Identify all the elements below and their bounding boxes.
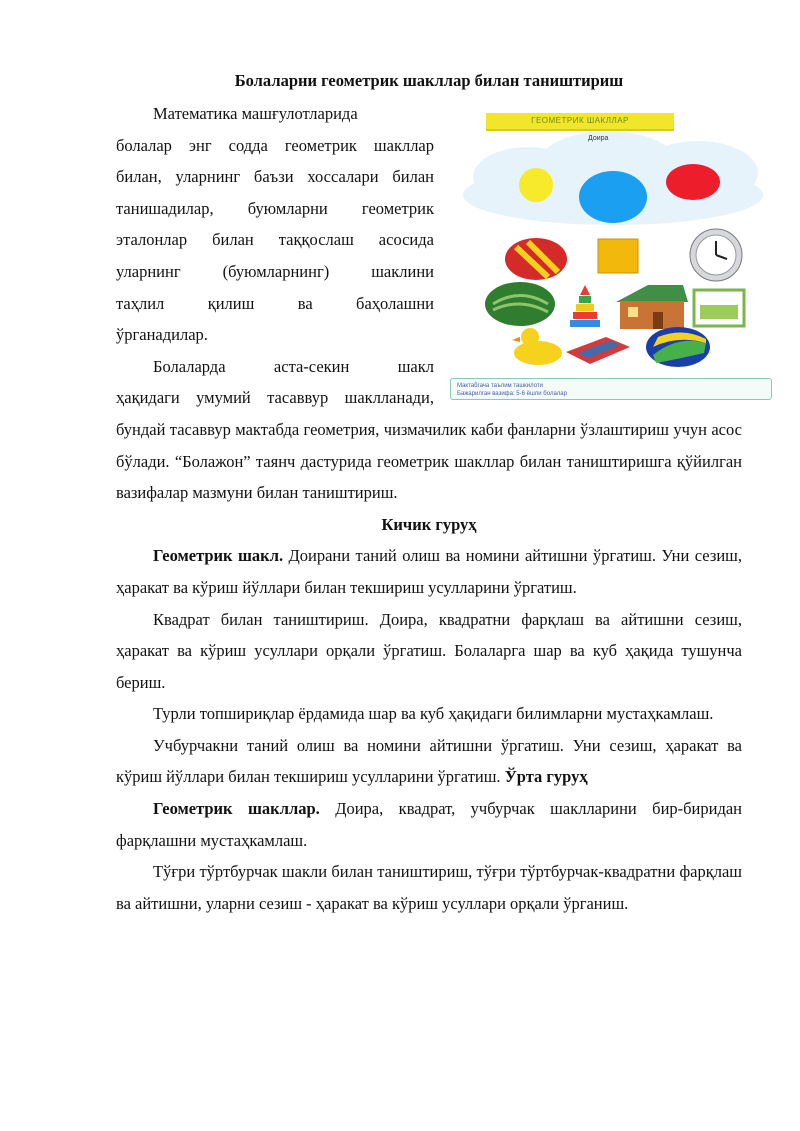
small-group-p1-text: Доирани таний олиш ва номини айтишни ўргатиш. Уни сезиш, ҳаракат ва кўриш йўллари билан текшириш усулларини ўргатиш. — [116, 546, 742, 597]
colored-ball-icon — [646, 327, 710, 367]
watermelon-icon — [485, 282, 555, 326]
middle-group-term: Геометрик шакллар. — [153, 799, 320, 819]
small-group-term: Геометрик шакл. — [153, 546, 284, 566]
red-circle — [666, 164, 720, 200]
intro-line: уларнинг (буюмларнинг) шаклини — [116, 261, 434, 281]
small-group-paragraph — [116, 540, 742, 603]
geometric-shapes-illustration — [448, 107, 778, 407]
illustration-subtitle: Доира — [588, 135, 609, 142]
middle-group-p1-text: Доира, квадрат, учбурчак шаклларини бир-биридан фарқлашни мустаҳкамлаш. — [116, 799, 743, 850]
eraser-icon — [566, 337, 630, 364]
yellow-box-icon — [598, 239, 638, 273]
yellow-circle — [519, 168, 553, 202]
pyramid-toy-icon — [570, 285, 600, 327]
house-icon — [616, 285, 688, 329]
intro-p2-rest: бундай тасаввур мактабда геометрия, чизмачилик каби фанларни ўзлаштириш учун асос бўлади. “Болажон” таянч дастурида геометрик шакллар билан таништиришга қўйилган вазифалар мазмуни билан таништириш. — [116, 419, 742, 503]
small-group-paragraph: Квадрат билан таништириш. Доира, квадратни фарқлаш ва айтишни сезиш, ҳаракат ва кўриш усуллари орқали ўргатиш. Болаларга шар ва куб ҳақида тушунча бериш. — [116, 609, 742, 692]
intro-line: Математика машғулотларида — [153, 104, 358, 123]
blue-circle — [579, 171, 647, 223]
middle-group-heading: Ўрта гуруҳ — [504, 767, 588, 787]
middle-group-paragraph: Тўғри тўртбурчак шакли билан таништириш, тўғри тўртбурчак-квадратни фарқлаш ва айтишни, уларни сезиш - ҳаракат ва кўриш усуллари орқали ўрганиш. — [116, 862, 742, 913]
banner-text: ГЕОМЕТРИК ШАКЛЛАР — [531, 116, 629, 125]
intro-line: билан, уларнинг баъзи хоссалари билан — [116, 167, 434, 187]
picture-frame-icon — [694, 290, 744, 326]
intro-line: танишадилар, буюмларни геометрик — [116, 198, 434, 218]
note-line: Мактабгача таълим ташкилоти — [457, 383, 544, 389]
intro-wrapped-text — [116, 98, 434, 414]
intro-p2-line: Болаларда аста-секин шакл — [153, 356, 434, 376]
clock-icon — [690, 229, 742, 281]
striped-ball-icon — [505, 238, 567, 280]
illustration-drawing — [448, 107, 778, 377]
intro-line: таҳлил қилиш ва баҳолашни — [116, 293, 434, 313]
intro-p2-line: ҳақидаги умумий тасаввур шаклланади, — [116, 388, 434, 408]
illustration-note — [450, 378, 772, 400]
small-group-p4-text: Учбурчакни таний олиш ва номини айтишни ўргатиш. Уни сезиш, ҳаракат ва кўриш йўллари билан текшириш усулларини ўргатиш. — [116, 735, 742, 787]
illustration-banner — [486, 113, 674, 131]
intro-line: эталонлар билан таққослаш асосида — [116, 230, 434, 250]
middle-group-paragraph — [116, 793, 742, 856]
note-line: Бажарилган вазифа: 5-6 ёшли болалар — [457, 391, 567, 397]
document-title: Болаларни геометрик шакллар билан таништириш — [234, 71, 624, 90]
intro-line: болалар энг содда геометрик шакллар — [116, 135, 434, 155]
small-group-paragraph: Турли топшириқлар ёрдамида шар ва куб ҳақидаги билимларни мустаҳкамлаш. — [153, 704, 714, 724]
intro-line: ўрганадилар. — [116, 325, 208, 345]
duck-icon — [512, 328, 562, 365]
small-group-paragraph — [116, 730, 742, 793]
small-group-heading: Кичик гуруҳ — [381, 514, 477, 534]
